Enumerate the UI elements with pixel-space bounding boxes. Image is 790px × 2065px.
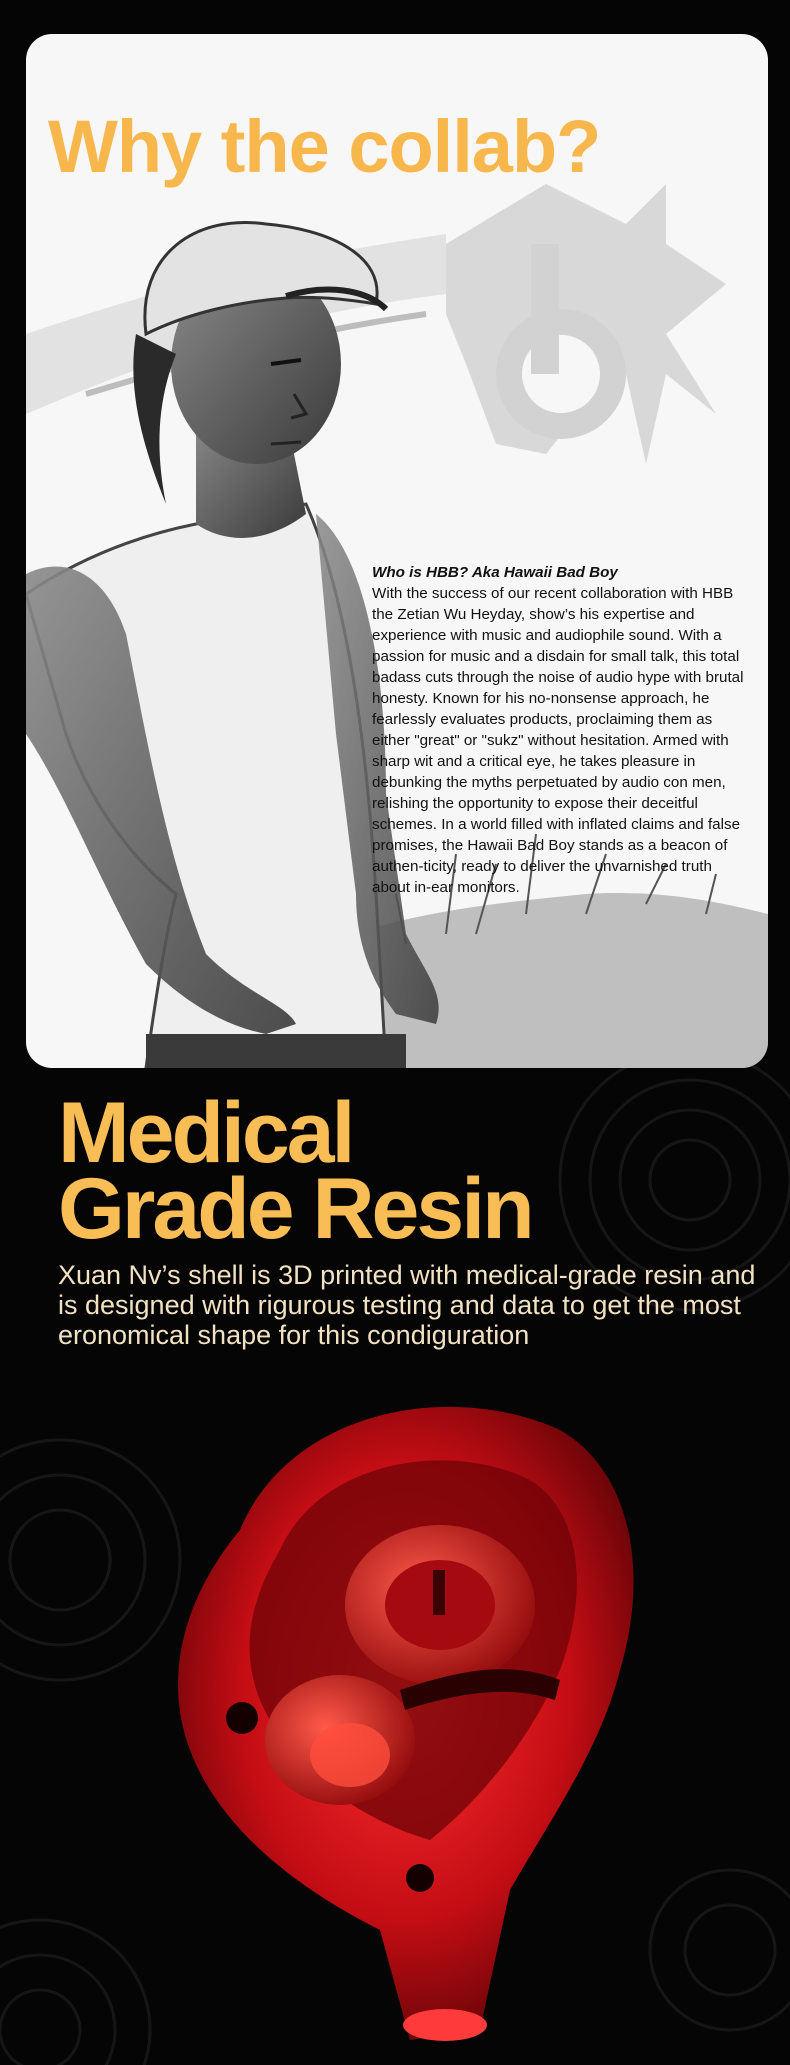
card-illustration: [26, 34, 768, 1068]
red-iem-shell-render: [150, 1370, 670, 2050]
resin-title-line1: Medical: [58, 1085, 353, 1181]
resin-title: [58, 1085, 758, 1257]
hbb-heading: Who is HBB? Aka Hawaii Bad Boy: [372, 564, 618, 581]
collab-card: [26, 34, 768, 1068]
hbb-text-block: [372, 562, 744, 898]
headphone-logo-watermark: [446, 184, 726, 464]
hbb-body: With the success of our recent collaboration with HBB the Zetian Wu Heyday, show’s his expertise and experience with music and audiophile sound. With a passion for music and a disdain for small talk, this total badass cuts through the noise of audio hype with brutal honesty. Known for his no-nonsense approach, he fearlessly evaluates products, proclaiming them as either "great" or "sukz" without hesitation. Armed with sharp wit and a critical eye, he takes pleasure in debunking the myths perpetuated by audio con men, relishing the opportunity to expose their deceitful schemes. In a world filled with inflated claims and false promises, the Hawaii Bad Boy stands as a beacon of authen-ticity, ready to deliver the unvarnished truth about in-ear monitors.: [372, 585, 744, 896]
resin-description: Xuan Nv’s shell is 3D printed with medical-grade resin and is designed with rigurous testing and data to get the most eronomical shape for this condiguration: [58, 1260, 756, 1350]
collab-title: Why the collab?: [48, 105, 601, 188]
resin-title-line2: Grade Resin: [58, 1161, 532, 1257]
